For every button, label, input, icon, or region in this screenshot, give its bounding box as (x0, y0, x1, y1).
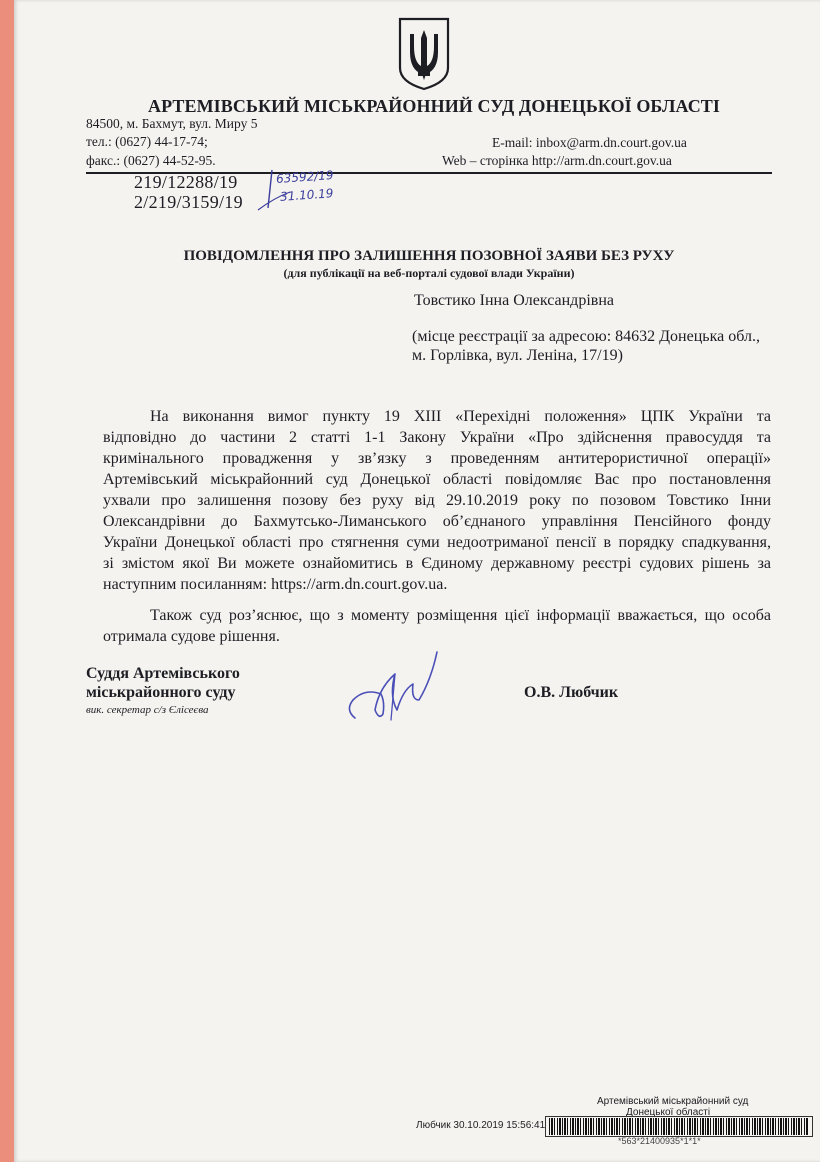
barcode (549, 1118, 809, 1135)
paragraph-line: отримала судове рішення. (103, 628, 280, 645)
court-fax: факс.: (0627) 44-52-95. (86, 153, 216, 168)
coat-of-arms-icon (396, 16, 452, 92)
handwritten-signature-icon (339, 640, 449, 730)
stamp-court-line-2: Донецької області (626, 1107, 711, 1118)
judge-position-line-1: Суддя Артемівського (86, 665, 240, 682)
handwritten-incoming-date: 31.10.19 (279, 186, 334, 204)
paragraph-line: Також суд роз’яснює, що з моменту розміщення цієї інформації вважається, що особа (150, 607, 771, 624)
paragraph-line: наступним посиланням: https://arm.dn.court.gov.ua. (103, 576, 448, 593)
barcode-text: *563*21400935*1*1* (618, 1136, 701, 1146)
paragraph-line: Артемівський міськрайонний суд Донецької області повідомляє Вас про постановлення (103, 471, 771, 488)
recipient-address-line-1: (місце реєстрації за адресою: 84632 Донецька обл., (412, 328, 760, 345)
paragraph-line: відповідно до частини 2 статті 1-1 Закону України «Про здійснення правосуддя та (103, 429, 771, 446)
document-page (14, 0, 820, 1162)
recipient-address-line-2: м. Горлівка, вул. Леніна, 17/19) (412, 347, 623, 364)
paragraph-line: кримінального провадження у зв’язку з проведенням антитерористичної операції» (103, 450, 771, 467)
document-title: ПОВІДОМЛЕННЯ ПРО ЗАЛИШЕННЯ ПОЗОВНОЇ ЗАЯВИ БЕЗ РУХУ (183, 248, 675, 264)
court-name: АРТЕМІВСЬКИЙ МІСЬКРАЙОННИЙ СУД ДОНЕЦЬКОЇ ОБЛАСТІ (147, 96, 721, 116)
judge-name: О.В. Любчик (524, 684, 619, 701)
paragraph-line: На виконання вимог пункту 19 XIII «Перехідні положення» ЦПК України та (150, 408, 771, 425)
registration-number-1: 219/12288/19 (134, 172, 238, 192)
paragraph-line: зі змістом якої Ви можете ознайомитись в Єдиному державному реєстрі судових рішень за (103, 555, 771, 572)
handwritten-incoming-number: 63592/19 (275, 168, 334, 186)
stamp-signer-timestamp: Любчик 30.10.2019 15:56:41 (416, 1120, 546, 1131)
executor-secretary: вик. секретар с/з Єлісеєва (86, 704, 209, 716)
paragraph-line: ухвали про залишення позову без руху від 29.10.2019 року по позовом Товстико Інни (103, 492, 771, 509)
paragraph-line: України Донецької області про стягнення суми недоотриманої пенсії в порядку спадкування, (103, 534, 771, 551)
court-phone: тел.: (0627) 44-17-74; (86, 134, 208, 149)
notice-paragraph (103, 406, 771, 595)
document-subtitle: (для публікації на веб-порталі судової влади України) (283, 266, 575, 280)
paragraph-line: Олександрівни до Бахмутсько-Лиманського об’єднаного управління Пенсійного фонду (103, 513, 771, 530)
court-website: Web – сторінка http://arm.dn.court.gov.ua (442, 153, 672, 168)
court-address: 84500, м. Бахмут, вул. Миру 5 (86, 116, 258, 131)
judge-position-line-2: міськрайонного суду (86, 684, 236, 701)
recipient-name: Товстико Інна Олександрівна (414, 292, 614, 309)
court-email: E-mail: inbox@arm.dn.court.gov.ua (492, 135, 687, 150)
registration-number-2: 2/219/3159/19 (134, 192, 243, 212)
stamp-court-line-1: Артемівський міськрайонний суд (597, 1096, 749, 1107)
